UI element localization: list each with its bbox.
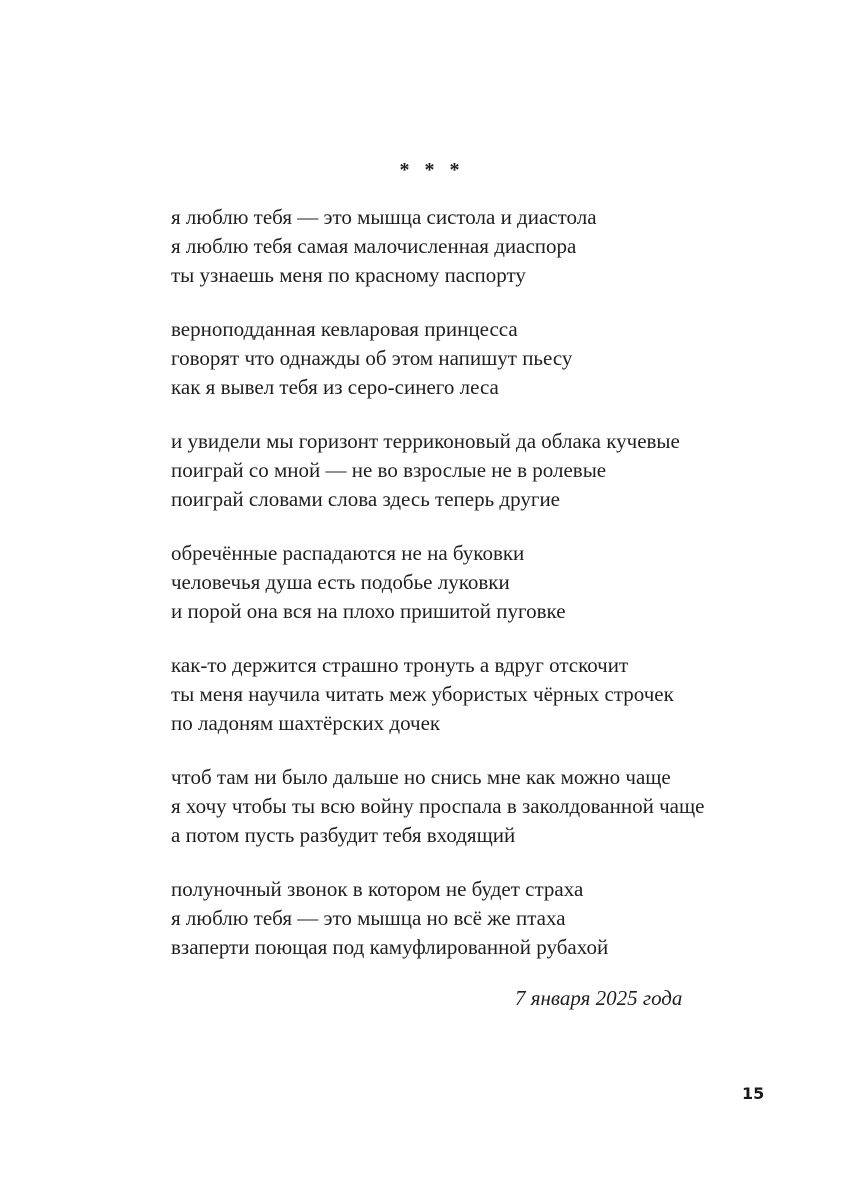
poem-line: говорят что однажды об этом напишут пьесу [171, 346, 573, 370]
stanza-3 [171, 427, 811, 514]
poem-line: верноподданная кевларовая принцесса [171, 317, 518, 341]
poem-date: 7 января 2025 года [515, 986, 683, 1010]
poem-line: я люблю тебя самая малочисленная диаспора [171, 234, 577, 258]
poem-line: чтоб там ни было дальше но снись мне как можно чаще [171, 765, 671, 789]
page-number: 15 [742, 1084, 765, 1103]
poem-line: взаперти поющая под камуфлированной рубахой [171, 935, 609, 959]
stanza-6 [171, 763, 811, 850]
poem-line: я люблю тебя — это мышца систола и диастола [171, 205, 597, 229]
poem-line: обречённые распадаются не на буковки [171, 541, 525, 565]
poem-line: а потом пусть разбудит тебя входящий [171, 823, 516, 847]
poem-line: как-то держится страшно тронуть а вдруг отскочит [171, 653, 629, 677]
poem-line: поиграй со мной — не во взрослые не в ролевые [171, 458, 607, 482]
stanza-7 [171, 875, 811, 962]
section-asterism: * * * [399, 159, 465, 181]
poem-line: и порой она вся на плохо пришитой пуговке [171, 599, 566, 623]
poem-line: ты меня научила читать меж убористых чёрных строчек [171, 682, 674, 706]
poem-line: по ладоням шахтёрских дочек [171, 711, 441, 735]
stanza-4 [171, 539, 811, 626]
poem-line: ты узнаешь меня по красному паспорту [171, 263, 526, 287]
poem-line: я хочу чтобы ты всю войну проспала в заколдованной чаще [171, 794, 705, 818]
stanza-5 [171, 651, 811, 738]
poem-line: человечья душа есть подобье луковки [171, 570, 510, 594]
stanza-2 [171, 315, 811, 402]
poem [171, 203, 811, 987]
poem-line: как я вывел тебя из серо-синего леса [171, 375, 499, 399]
poem-line: поиграй словами слова здесь теперь другие [171, 487, 561, 511]
poem-line: и увидели мы горизонт терриконовый да облака кучевые [171, 429, 680, 453]
poem-line: полуночный звонок в котором не будет страха [171, 877, 584, 901]
stanza-1 [171, 203, 811, 290]
poem-line: я люблю тебя — это мышца но всё же птаха [171, 906, 566, 930]
